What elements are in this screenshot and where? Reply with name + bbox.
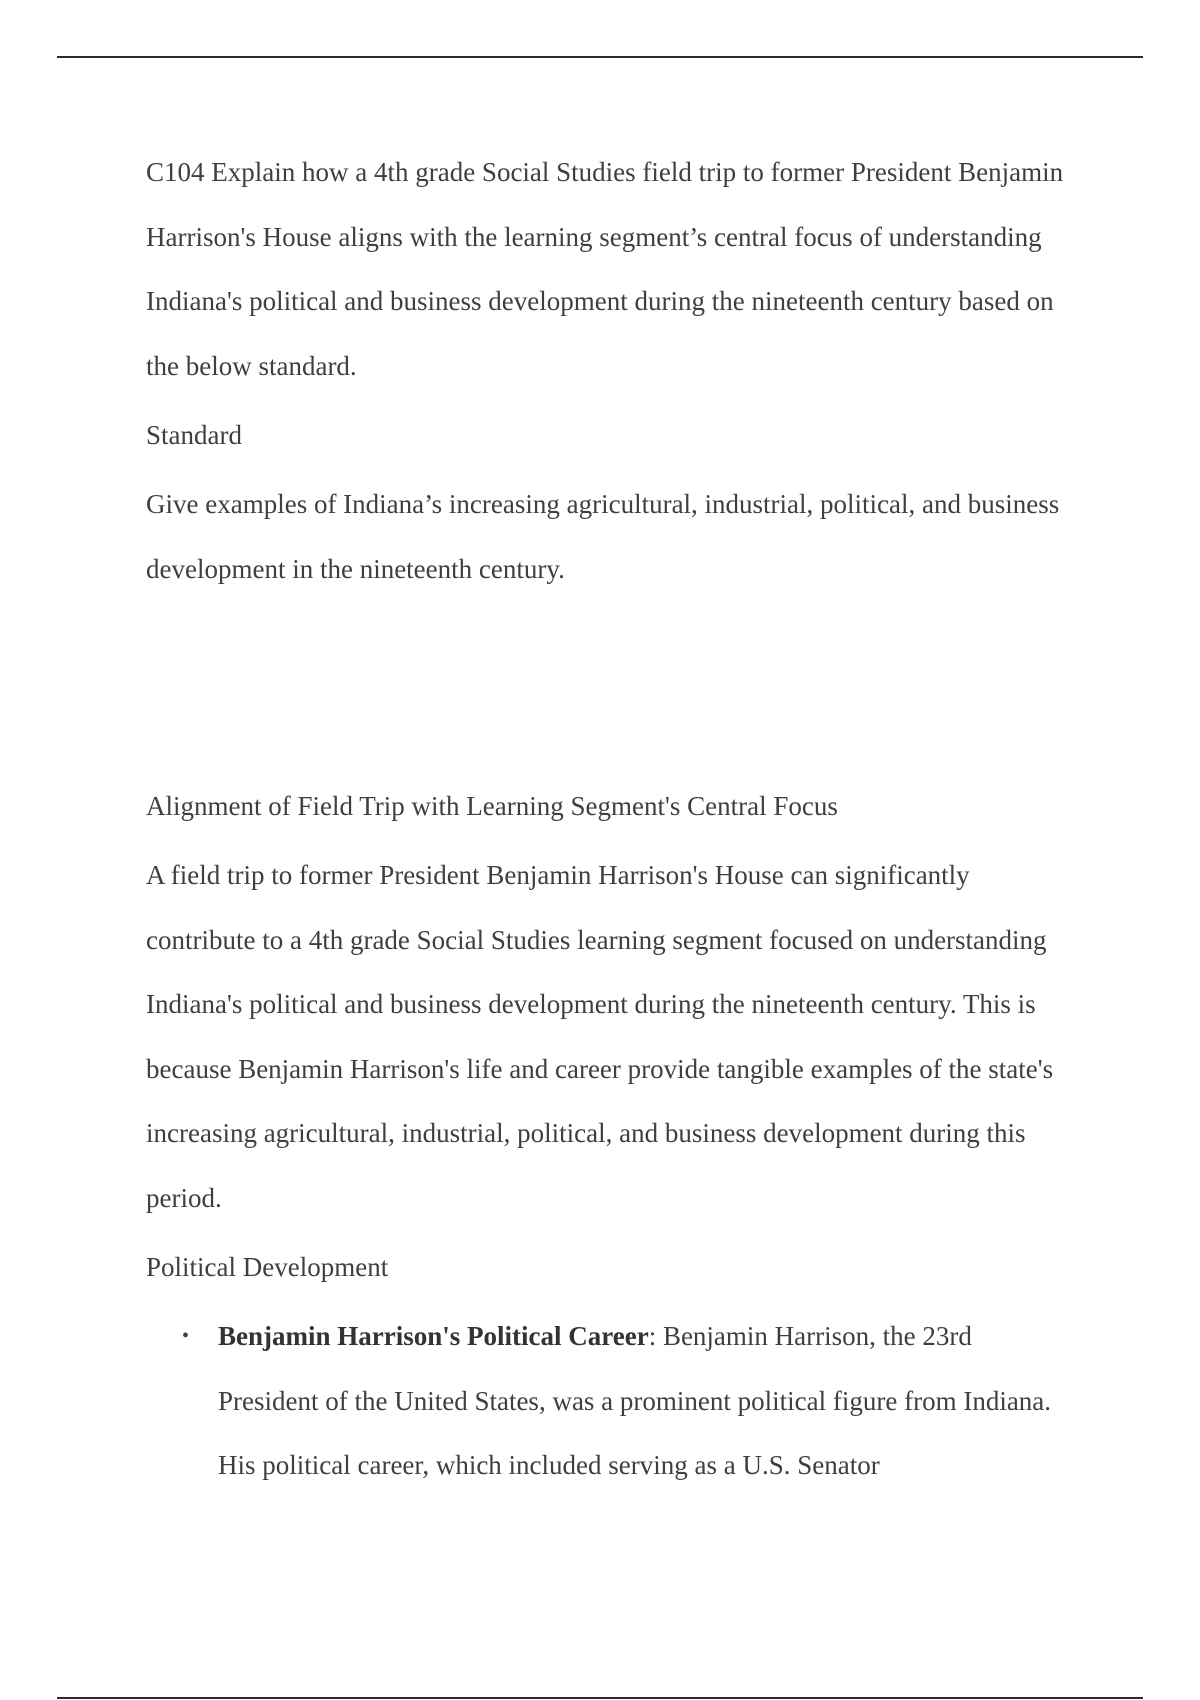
political-development-heading: Political Development (146, 1252, 389, 1282)
bullet-text: : Benjamin Harrison, the 23rd President of the United States, was a prominent political figure from Indiana. His political career, which included serving as a U.S. Senator (218, 1321, 1052, 1480)
list-item (146, 1304, 1066, 1498)
question-paragraph: C104 Explain how a 4th grade Social Studies field trip to former President Benjamin Harrison's House aligns with the learning segment’s central focus of understanding Indiana's political and business development during the nineteenth century based on the below standard. (146, 157, 1064, 381)
bullet-list (146, 1304, 1066, 1498)
header-rule (57, 56, 1143, 58)
footer-rule (57, 1697, 1143, 1699)
standard-heading: Standard (146, 420, 242, 450)
document-body (146, 140, 1066, 1498)
standard-paragraph: Give examples of Indiana’s increasing agricultural, industrial, political, and business development in the nineteenth century. (146, 489, 1060, 584)
alignment-heading: Alignment of Field Trip with Learning Segment's Central Focus (146, 791, 838, 821)
bullet-title: Benjamin Harrison's Political Career (218, 1321, 649, 1351)
bullet-icon: • (182, 1325, 190, 1347)
alignment-paragraph: A field trip to former President Benjamin Harrison's House can significantly contribute to a 4th grade Social Studies learning segment focused on understanding Indiana's political and business development during the nineteenth century. This is because Benjamin Harrison's life and career provide tangible examples of the state's increasing agricultural, industrial, political, and business development during this period. (146, 860, 1054, 1213)
